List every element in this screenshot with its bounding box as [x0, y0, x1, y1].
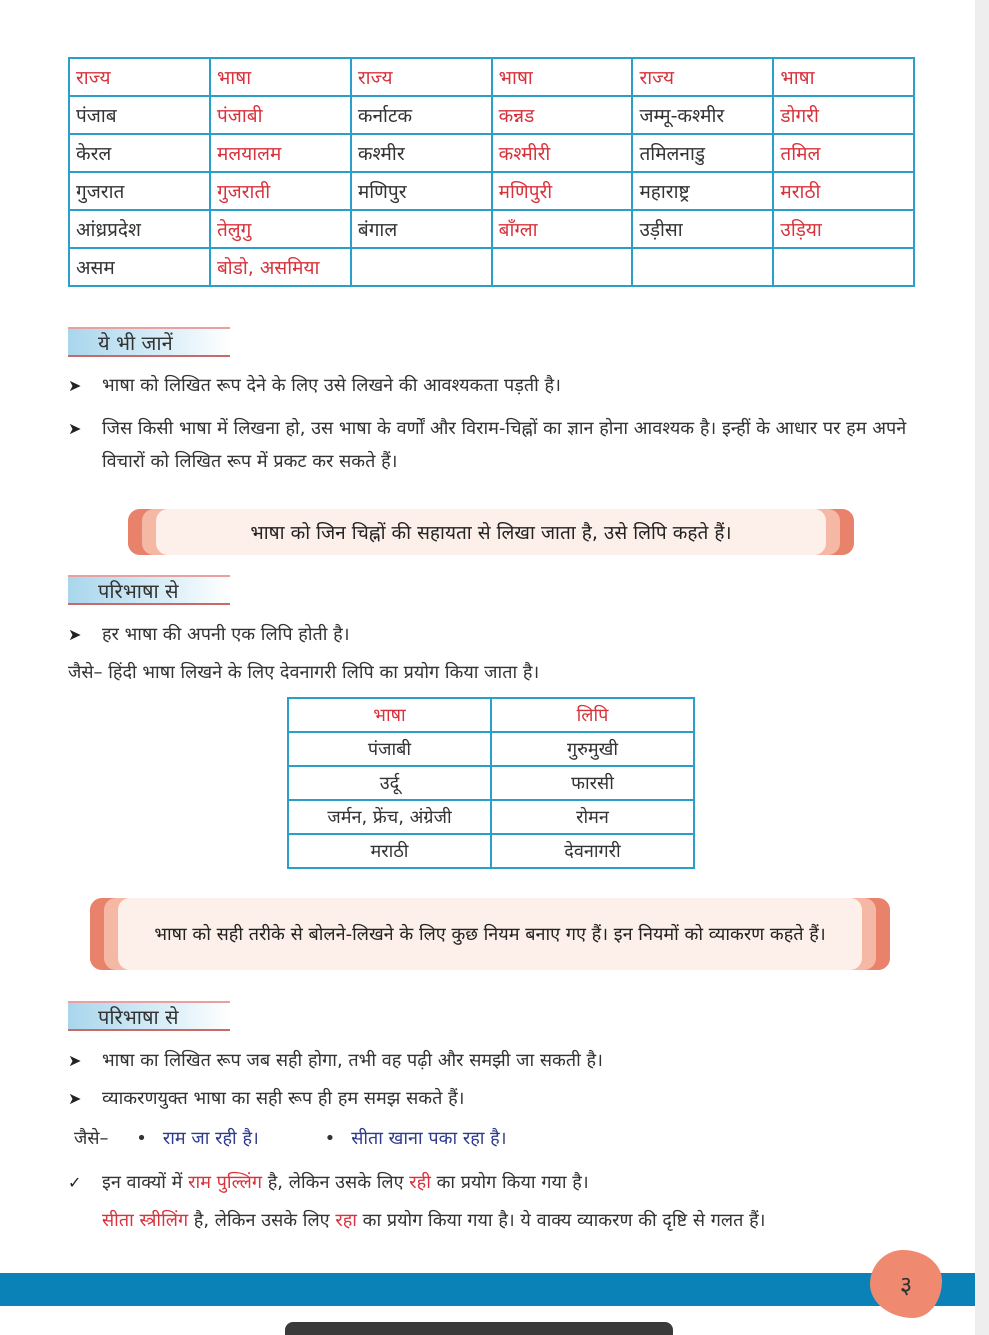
section-heading-definition: परिभाषा से [68, 575, 230, 605]
table-cell: मणिपुरी [492, 172, 633, 210]
table-cell [773, 248, 914, 286]
table-cell: डोगरी [773, 96, 914, 134]
note-text: है, लेकिन उसके लिए [188, 1210, 336, 1231]
table-row [288, 834, 694, 868]
table-cell: उर्दू [288, 766, 491, 800]
dot-icon: • [136, 1128, 147, 1149]
table-cell: तमिलनाडु [632, 134, 773, 172]
table-cell: कश्मीर [351, 134, 492, 172]
table-cell: महाराष्ट्र [632, 172, 773, 210]
footer-bar [0, 1273, 989, 1306]
example-text: जैसे– हिंदी भाषा लिखने के लिए देवनागरी लिपि का प्रयोग किया जाता है। [68, 662, 540, 683]
table-cell: देवनागरी [491, 834, 694, 868]
table-cell: असम [69, 248, 210, 286]
arrow-icon: ➤ [68, 1051, 82, 1070]
bullet-text: भाषा का लिखित रूप जब सही होगा, तभी वह पढ़ी और समझी जा सकती है। [102, 1050, 603, 1071]
table-row [288, 766, 694, 800]
table-cell: उड़ीसा [632, 210, 773, 248]
bullet-text: हर भाषा की अपनी एक लिपि होती है। [102, 624, 350, 645]
table-cell: गुजरात [69, 172, 210, 210]
table-cell: जर्मन, फ्रेंच, अंग्रेजी [288, 800, 491, 834]
note-highlight: सीता स्त्रीलिंग [102, 1210, 189, 1231]
table-cell: कश्मीरी [492, 134, 633, 172]
table-cell: रोमन [491, 800, 694, 834]
table-cell: तमिल [773, 134, 914, 172]
example-sentence: सीता खाना पका रहा है। [351, 1128, 507, 1149]
header-cell: भाषा [210, 58, 351, 96]
table-cell: उड़िया [773, 210, 914, 248]
bullet-text: व्याकरणयुक्त भाषा का सही रूप ही हम समझ सकते हैं। [102, 1088, 465, 1109]
arrow-icon: ➤ [68, 625, 82, 644]
bullet-item [68, 1086, 464, 1110]
note-highlight: रहा [335, 1210, 357, 1231]
section-heading-know-also: ये भी जानें [68, 327, 230, 357]
table-cell [492, 248, 633, 286]
table-row [288, 732, 694, 766]
table-cell: कन्नड [492, 96, 633, 134]
table-cell: पंजाबी [288, 732, 491, 766]
table-row [69, 248, 914, 286]
bullet-item [68, 622, 350, 646]
bullet-item [68, 373, 561, 397]
example-label: जैसे– [74, 1128, 109, 1149]
header-cell: राज्य [351, 58, 492, 96]
example-sentence: राम जा रही है। [162, 1128, 259, 1149]
table-cell: गुरुमुखी [491, 732, 694, 766]
arrow-icon: ➤ [68, 419, 82, 438]
arrow-icon: ➤ [68, 376, 82, 395]
language-script-table [287, 697, 695, 869]
note-highlight: रही [409, 1172, 431, 1193]
table-cell: फारसी [491, 766, 694, 800]
scroll-handle[interactable] [285, 1322, 673, 1335]
table-cell: केरल [69, 134, 210, 172]
table-cell: बाँग्ला [492, 210, 633, 248]
definition-banner-grammar: भाषा को सही तरीके से बोलने-लिखने के लिए कुछ नियम बनाए गए हैं। इन नियमों को व्याकरण कहते हैं। [90, 898, 890, 970]
example-row [74, 1126, 507, 1150]
bullet-item [68, 1048, 603, 1072]
table-cell: पंजाबी [210, 96, 351, 134]
state-language-table [68, 57, 915, 287]
table-row [288, 800, 694, 834]
header-cell: राज्य [632, 58, 773, 96]
table-header-row [69, 58, 914, 96]
bullet-item [68, 412, 952, 478]
bullet-text: भाषा को लिखित रूप देने के लिए उसे लिखने की आवश्यकता पड़ती है। [102, 375, 561, 396]
header-cell: भाषा [773, 58, 914, 96]
note-text: इन वाक्यों में [102, 1172, 189, 1193]
section-heading-definition: परिभाषा से [68, 1001, 230, 1031]
header-cell: भाषा [492, 58, 633, 96]
table-row [69, 96, 914, 134]
bullet-text: जिस किसी भाषा में लिखना हो, उस भाषा के वर्णों और विराम-चिह्नों का ज्ञान होना आवश्यक है। इन्हीं के आधार पर हम अपने विचारों को लिखित रूप में प्रकट कर सकते हैं। [102, 418, 907, 472]
dot-icon: • [324, 1128, 336, 1149]
note-text: है, लेकिन उसके लिए [262, 1172, 410, 1193]
note-line [68, 1170, 589, 1194]
note-text: का प्रयोग किया गया है। [430, 1172, 589, 1193]
table-row [69, 134, 914, 172]
table-cell: मराठी [773, 172, 914, 210]
table-cell: पंजाब [69, 96, 210, 134]
table-cell [632, 248, 773, 286]
table-cell: आंध्रप्रदेश [69, 210, 210, 248]
table-cell: तेलुगु [210, 210, 351, 248]
table-cell: गुजराती [210, 172, 351, 210]
scroll-edge [975, 0, 989, 1335]
table-cell: मणिपुर [351, 172, 492, 210]
table-cell: बंगाल [351, 210, 492, 248]
table-row [69, 172, 914, 210]
note-line [102, 1208, 765, 1232]
page-number-splash [870, 1250, 942, 1318]
table-cell [351, 248, 492, 286]
table-row [69, 210, 914, 248]
table-cell: मराठी [288, 834, 491, 868]
table-cell: कर्नाटक [351, 96, 492, 134]
table-cell: जम्मू-कश्मीर [632, 96, 773, 134]
header-cell: लिपि [491, 698, 694, 732]
header-cell: राज्य [69, 58, 210, 96]
table-cell: मलयालम [210, 134, 351, 172]
definition-banner-script: भाषा को जिन चिह्नों की सहायता से लिखा जाता है, उसे लिपि कहते हैं। [128, 509, 854, 555]
header-cell: भाषा [288, 698, 491, 732]
table-cell: बोडो, असमिया [210, 248, 351, 286]
page-number: ३ [899, 1270, 913, 1299]
note-text: का प्रयोग किया गया है। ये वाक्य व्याकरण की दृष्टि से गलत हैं। [356, 1210, 766, 1231]
arrow-icon: ➤ [68, 1089, 82, 1108]
note-highlight: राम पुल्लिंग [188, 1172, 263, 1193]
checkmark-icon: ✓ [68, 1173, 82, 1192]
